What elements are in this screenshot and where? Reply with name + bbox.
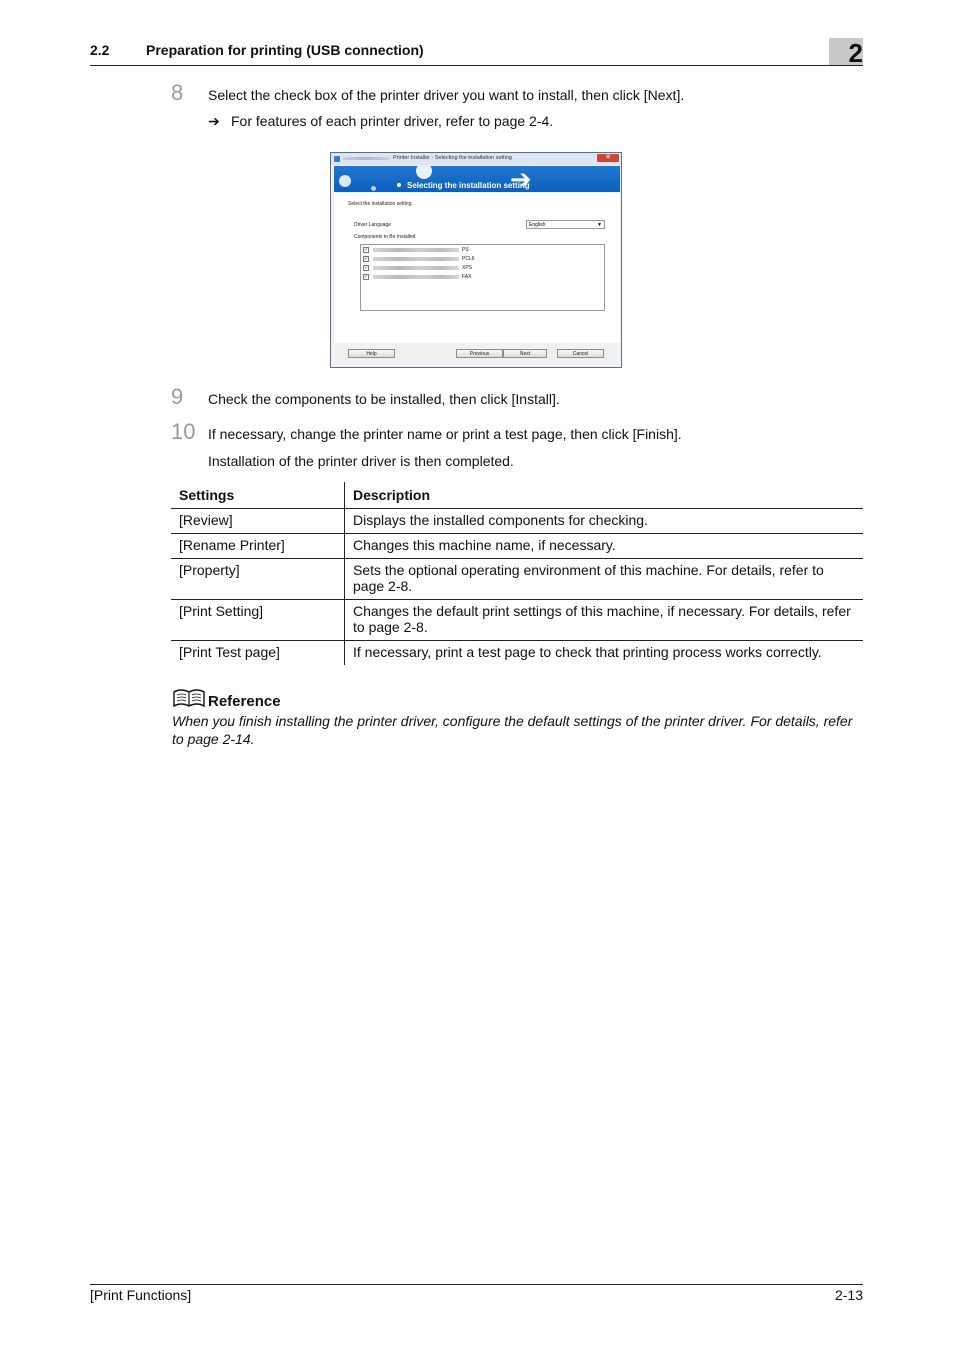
- chevron-down-icon: ▼: [597, 222, 602, 228]
- help-button[interactable]: Help: [348, 349, 395, 358]
- section-number: 2.2: [90, 42, 110, 58]
- table-row: [171, 600, 863, 641]
- blurred-driver-name: [373, 275, 459, 279]
- language-select[interactable]: [526, 220, 605, 229]
- settings-table: [171, 482, 863, 665]
- step-number: 9: [171, 384, 184, 409]
- checkbox[interactable]: ✓: [364, 265, 369, 271]
- dialog-title: Printer Installer - Selecting the installation setting: [393, 155, 512, 161]
- decor-bubble: [339, 175, 351, 187]
- column-header-description: Description: [353, 487, 431, 503]
- next-button[interactable]: Next: [503, 349, 547, 358]
- arrow-icon: ➔: [510, 166, 532, 192]
- blurred-driver-name: [373, 248, 459, 252]
- table-header-row: [171, 482, 863, 509]
- setting-cell: [Property]: [171, 559, 345, 600]
- component-row[interactable]: [363, 246, 603, 254]
- description-cell: If necessary, print a test page to check that printing process works correctly.: [353, 644, 822, 660]
- component-label: XPS: [462, 265, 473, 271]
- column-header-settings: Settings: [171, 482, 345, 509]
- step-number: 8: [171, 80, 184, 105]
- arrow-icon: ➔: [208, 113, 220, 129]
- step-number: 10: [171, 419, 196, 444]
- step-text: Select the check box of the printer driver you want to install, then click [Next].: [208, 87, 685, 103]
- checkbox[interactable]: ✓: [364, 256, 369, 262]
- table-row: [171, 559, 863, 600]
- section-title: Preparation for printing (USB connection): [146, 42, 424, 58]
- blurred-product-name: [343, 157, 389, 160]
- step-text: If necessary, change the printer name or print a test page, then click [Finish].: [208, 426, 682, 442]
- blurred-driver-name: [373, 266, 459, 270]
- components-label: Components to Be Installed: [354, 234, 416, 240]
- dialog-titlebar: [331, 153, 621, 165]
- step-subtext: Installation of the printer driver is then completed.: [208, 453, 514, 469]
- component-row[interactable]: [363, 273, 603, 281]
- checkbox[interactable]: ✓: [364, 247, 369, 253]
- footer-rule: [90, 1284, 863, 1285]
- step-subtext: For features of each printer driver, refer to page 2-4.: [231, 113, 554, 129]
- table-row: [171, 509, 863, 534]
- decor-bubble: [416, 166, 432, 179]
- footer-title: [Print Functions]: [90, 1287, 192, 1303]
- component-label: PS: [462, 247, 469, 253]
- description-cell: Changes this machine name, if necessary.: [353, 537, 616, 553]
- components-list: [360, 244, 605, 311]
- installer-dialog: [330, 152, 622, 368]
- checkbox[interactable]: ✓: [364, 274, 369, 280]
- component-row[interactable]: [363, 264, 603, 272]
- dialog-body: [334, 193, 620, 343]
- step-text: Check the components to be installed, then click [Install].: [208, 391, 560, 407]
- header-rule: [90, 65, 863, 66]
- blurred-driver-name: [373, 257, 459, 261]
- app-icon: [334, 156, 340, 162]
- setting-cell: [Print Setting]: [171, 600, 345, 641]
- language-label: Driver Language: [354, 222, 391, 228]
- decor-bubble: [397, 183, 401, 187]
- reference-heading: Reference: [208, 693, 281, 710]
- dialog-banner: [334, 166, 620, 192]
- cancel-button[interactable]: Cancel: [557, 349, 604, 358]
- description-cell: Changes the default print settings of this machine, if necessary. For details, refer to page 2-8.: [353, 603, 851, 635]
- previous-button[interactable]: Previous: [456, 349, 503, 358]
- table-row: [171, 534, 863, 559]
- close-button[interactable]: ✕: [597, 154, 619, 162]
- component-label: FAX: [462, 274, 472, 280]
- language-value: English: [529, 222, 546, 228]
- description-cell: Displays the installed components for checking.: [353, 512, 648, 528]
- decor-bubble: [371, 186, 376, 191]
- reference-text: When you finish installing the printer driver, configure the default settings of the printer driver. For details, refer to page 2-14.: [172, 713, 853, 747]
- setting-cell: [Review]: [171, 509, 345, 534]
- component-row[interactable]: [363, 255, 603, 263]
- dialog-prompt: Select the installation setting.: [348, 201, 413, 207]
- dialog-footer: [334, 343, 620, 366]
- setting-cell: [Rename Printer]: [171, 534, 345, 559]
- component-label: PCL6: [462, 256, 475, 262]
- table-row: [171, 641, 863, 666]
- page-number: 2-13: [834, 1287, 863, 1303]
- chapter-number: 2: [848, 38, 863, 68]
- setting-cell: [Print Test page]: [171, 641, 345, 666]
- description-cell: Sets the optional operating environment of this machine. For details, refer to page 2-8.: [353, 562, 824, 594]
- banner-title: Selecting the installation setting: [407, 181, 530, 190]
- book-icon: [172, 686, 206, 708]
